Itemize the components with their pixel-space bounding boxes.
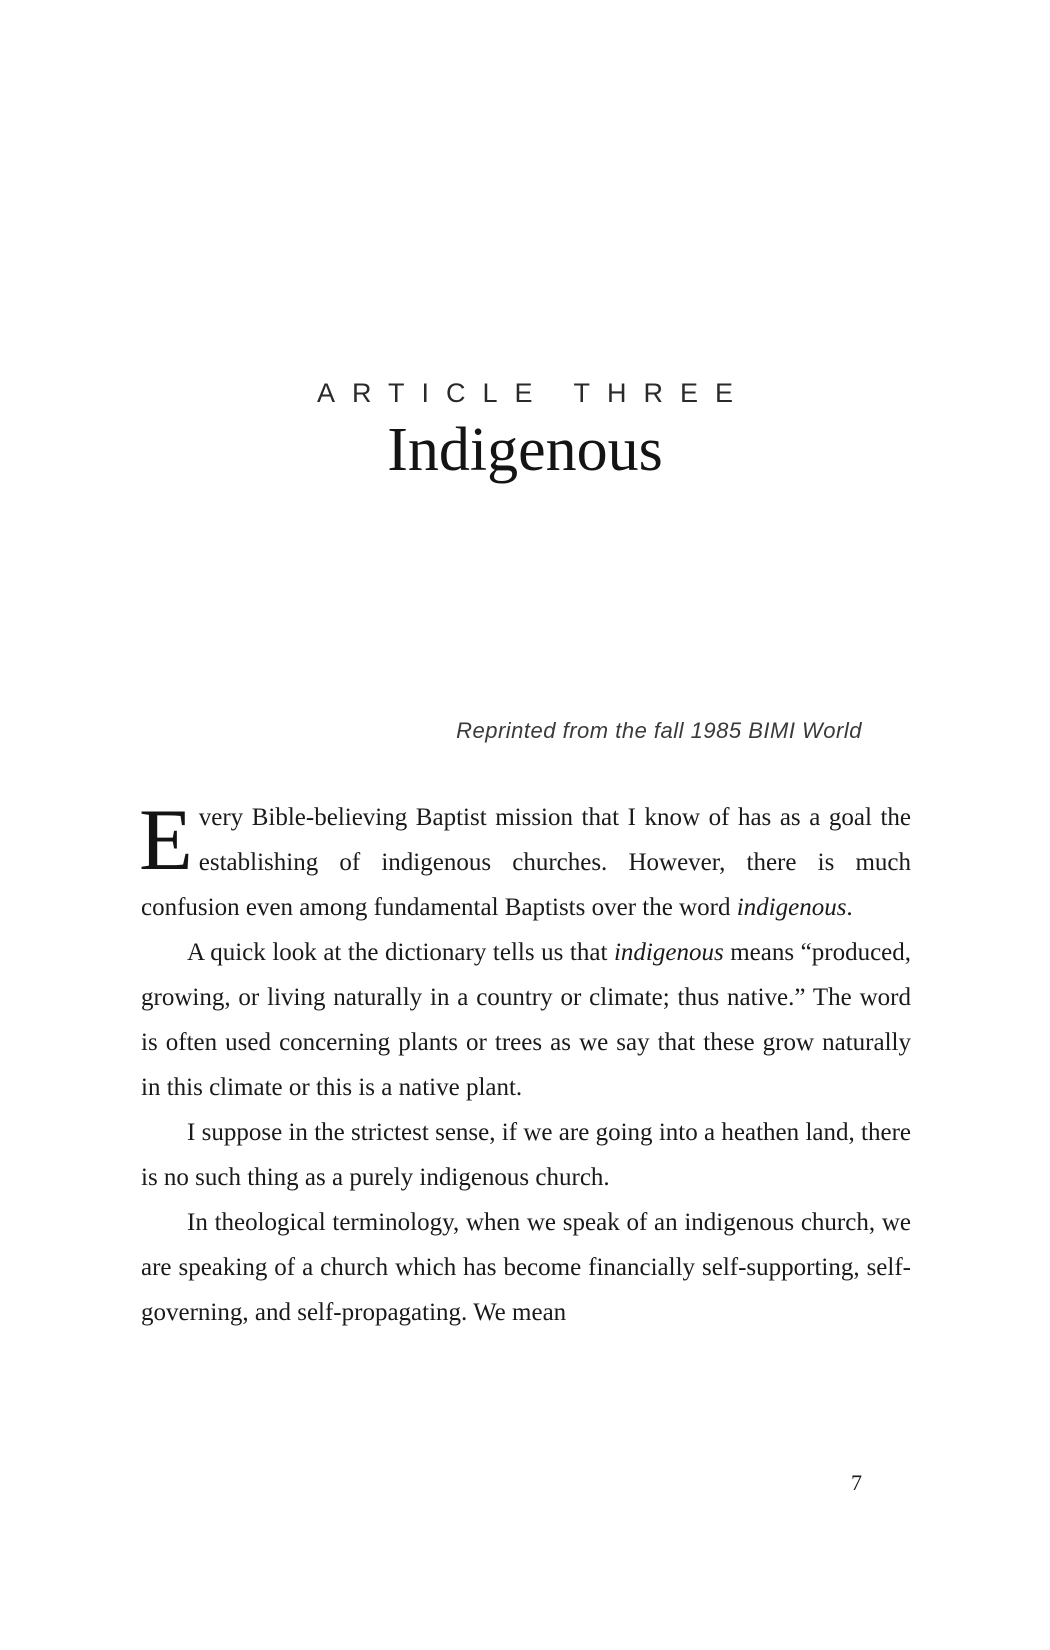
paragraph	[141, 1110, 911, 1200]
paragraph-text: A quick look at the dictionary tells us that	[187, 939, 614, 966]
paragraph-text: means “produced, growing, or living naturally in a country or climate; thus native.” The word is often used concerning plants or trees as we say that these grow naturally in this climate or this is a native plant.	[141, 939, 912, 1101]
page-number: 7	[851, 1470, 862, 1495]
drop-cap: E	[139, 792, 193, 889]
article-body	[139, 792, 912, 1335]
reprint-note: Reprinted from the fall 1985 BIMI World	[456, 718, 862, 743]
paragraph-text: I suppose in the strictest sense, if we are going into a heathen land, there is no such thing as a purely indigenous church.	[141, 1119, 911, 1191]
article-kicker: ARTICLE THREE	[316, 378, 751, 408]
italic-term: indigenous	[613, 939, 724, 966]
paragraph	[141, 1200, 911, 1335]
paragraph-text: very Bible-believing Baptist mission that I know of has as a goal the establishing of indigenous churches. However, there is much confusion even among fundamental Baptists over the word	[141, 804, 911, 921]
paragraph-text: In theological terminology, when we speak of an indigenous church, we are speaking of a church which has become financially self-supporting, self-governing, and self-propagating. We mean	[141, 1209, 911, 1326]
paragraph	[139, 792, 911, 930]
paragraph-text: .	[846, 894, 853, 921]
article-title: Indigenous	[387, 416, 663, 484]
paragraph	[141, 930, 911, 1110]
italic-term: indigenous	[736, 894, 847, 921]
